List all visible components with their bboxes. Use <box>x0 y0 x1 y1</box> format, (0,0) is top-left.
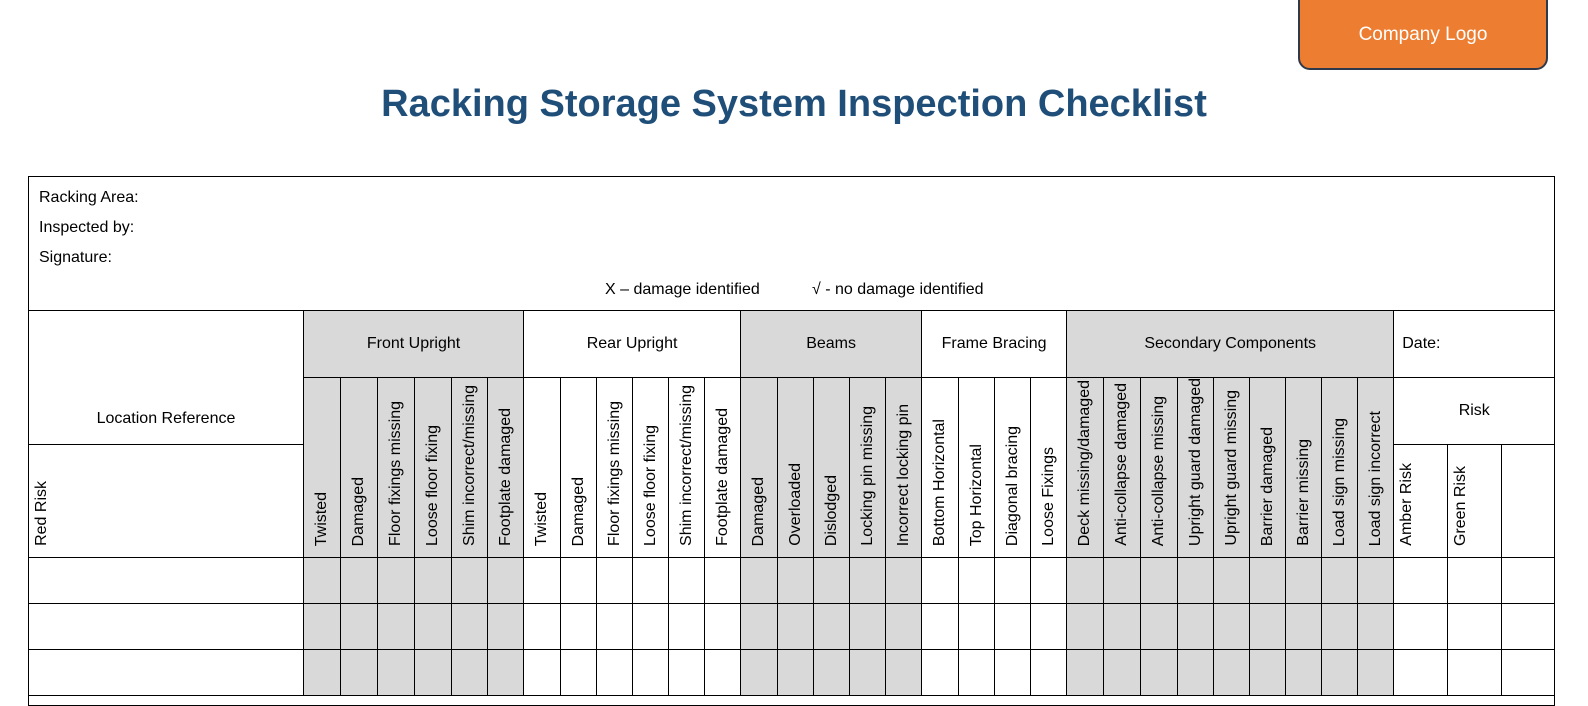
item-header <box>705 378 741 558</box>
risk-cell[interactable] <box>1394 650 1448 696</box>
check-cell[interactable] <box>778 650 814 696</box>
check-cell[interactable] <box>1141 558 1178 604</box>
item-header <box>886 378 922 558</box>
date-label: Date: <box>1394 311 1555 378</box>
check-cell[interactable] <box>1067 650 1104 696</box>
item-header-label: Barrier damaged <box>1258 426 1276 547</box>
item-header <box>669 378 705 558</box>
item-header <box>1141 378 1178 558</box>
item-header-label: Damaged <box>750 476 768 547</box>
item-header-label: Anti-collapse damaged <box>1113 383 1131 547</box>
check-cell[interactable] <box>886 650 922 696</box>
check-cell[interactable] <box>1358 650 1394 696</box>
check-cell[interactable] <box>488 604 524 650</box>
table-row <box>29 650 1555 696</box>
check-cell[interactable] <box>886 604 922 650</box>
check-cell[interactable] <box>995 558 1031 604</box>
check-cell[interactable] <box>597 650 633 696</box>
check-cell[interactable] <box>705 558 741 604</box>
risk-header: Risk <box>1394 378 1555 445</box>
check-cell[interactable] <box>814 604 850 650</box>
location-cell[interactable] <box>29 558 304 604</box>
check-cell[interactable] <box>850 558 886 604</box>
item-header-label: Load sign missing <box>1330 418 1348 547</box>
item-header-label: Barrier missing <box>1294 439 1312 547</box>
item-header <box>1358 378 1394 558</box>
table-row <box>29 604 1555 650</box>
risk-cell[interactable] <box>1448 650 1502 696</box>
inspected-by-label: Inspected by: <box>39 219 135 236</box>
group-header-beams: Beams <box>741 311 922 378</box>
check-cell[interactable] <box>1250 650 1286 696</box>
item-header <box>778 378 814 558</box>
item-header-label: Load sign incorrect <box>1366 410 1384 547</box>
check-cell[interactable] <box>633 650 669 696</box>
check-cell[interactable] <box>378 604 415 650</box>
check-cell[interactable] <box>341 604 378 650</box>
company-logo-label: Company Logo <box>1358 24 1488 45</box>
location-cell[interactable] <box>29 650 304 696</box>
check-cell[interactable] <box>1322 650 1358 696</box>
risk-cell[interactable] <box>1448 604 1502 650</box>
item-header <box>524 378 561 558</box>
check-cell[interactable] <box>705 650 741 696</box>
item-header <box>633 378 669 558</box>
item-header-label: Overloaded <box>786 463 804 547</box>
legend-no-damage: √ - no damage identified <box>812 281 984 298</box>
item-header-label: Loose Fixings <box>1039 447 1057 547</box>
item-header-label: Damaged <box>569 476 587 547</box>
check-cell[interactable] <box>778 604 814 650</box>
check-cell[interactable] <box>1250 604 1286 650</box>
risk-cell[interactable] <box>1502 558 1555 604</box>
check-cell[interactable] <box>1358 558 1394 604</box>
group-header-secondary-components: Secondary Components <box>1067 311 1394 378</box>
check-cell[interactable] <box>452 604 488 650</box>
item-header-label: Top Horizontal <box>967 443 985 547</box>
check-cell[interactable] <box>1141 650 1178 696</box>
check-cell[interactable] <box>341 650 378 696</box>
item-header-label: Diagonal bracing <box>1003 426 1021 547</box>
item-header <box>922 378 959 558</box>
item-header-label: Upright guard missing <box>1222 390 1240 547</box>
check-cell[interactable] <box>1214 650 1250 696</box>
check-cell[interactable] <box>959 604 995 650</box>
page-title: Racking Storage System Inspection Checklist <box>381 83 1207 125</box>
item-header <box>561 378 597 558</box>
check-cell[interactable] <box>995 604 1031 650</box>
check-cell[interactable] <box>1104 650 1141 696</box>
check-cell[interactable] <box>524 650 561 696</box>
check-cell[interactable] <box>1214 558 1250 604</box>
check-cell[interactable] <box>561 604 597 650</box>
legend-damage: X – damage identified <box>605 281 760 298</box>
table-row <box>29 558 1555 604</box>
item-header <box>415 378 452 558</box>
check-cell[interactable] <box>304 650 341 696</box>
check-cell[interactable] <box>1286 650 1322 696</box>
check-cell[interactable] <box>561 558 597 604</box>
risk-cell[interactable] <box>1448 558 1502 604</box>
check-cell[interactable] <box>741 650 778 696</box>
risk-cell[interactable] <box>1394 604 1448 650</box>
risk-cell[interactable] <box>1502 650 1555 696</box>
item-header-label: Shim incorrect/missing <box>677 385 695 547</box>
check-cell[interactable] <box>1286 604 1322 650</box>
check-cell[interactable] <box>1031 604 1067 650</box>
item-header-label: Damaged <box>350 476 367 547</box>
racking-area-label: Racking Area: <box>39 189 139 206</box>
check-cell[interactable] <box>524 604 561 650</box>
check-cell[interactable] <box>304 604 341 650</box>
location-reference-header: Location Reference <box>29 311 304 445</box>
item-header <box>452 378 488 558</box>
check-cell[interactable] <box>452 558 488 604</box>
check-cell[interactable] <box>1358 604 1394 650</box>
check-cell[interactable] <box>922 558 959 604</box>
risk-level-label: Green Risk <box>1452 466 1470 547</box>
check-cell[interactable] <box>922 604 959 650</box>
check-cell[interactable] <box>597 558 633 604</box>
signature-label: Signature: <box>39 249 112 266</box>
check-cell[interactable] <box>304 558 341 604</box>
check-cell[interactable] <box>886 558 922 604</box>
check-cell[interactable] <box>415 558 452 604</box>
check-cell[interactable] <box>1178 650 1214 696</box>
check-cell[interactable] <box>814 650 850 696</box>
check-cell[interactable] <box>1178 604 1214 650</box>
item-header-label: Deck missing/damaged <box>1076 379 1094 547</box>
item-header-label: Dislodged <box>822 474 840 547</box>
item-header <box>597 378 633 558</box>
item-header <box>488 378 524 558</box>
item-header <box>341 378 378 558</box>
risk-level-label: Red Risk <box>33 481 50 547</box>
check-cell[interactable] <box>488 650 524 696</box>
item-header-label: Bottom Horizontal <box>931 418 949 547</box>
check-cell[interactable] <box>995 650 1031 696</box>
check-cell[interactable] <box>850 650 886 696</box>
check-cell[interactable] <box>814 558 850 604</box>
check-cell[interactable] <box>452 650 488 696</box>
item-header <box>995 378 1031 558</box>
check-cell[interactable] <box>1322 558 1358 604</box>
item-header-label: Loose floor fixing <box>424 425 441 547</box>
check-cell[interactable] <box>1031 650 1067 696</box>
item-header-label: Loose floor fixing <box>641 425 659 547</box>
check-cell[interactable] <box>1286 558 1322 604</box>
check-cell[interactable] <box>669 604 705 650</box>
check-cell[interactable] <box>669 558 705 604</box>
check-cell[interactable] <box>378 558 415 604</box>
item-header-label: Footplate damaged <box>713 408 731 547</box>
item-header-label: Upright guard damaged <box>1186 378 1204 547</box>
item-header-label: Twisted <box>313 491 330 547</box>
item-header <box>378 378 415 558</box>
check-cell[interactable] <box>561 650 597 696</box>
check-cell[interactable] <box>415 604 452 650</box>
check-cell[interactable] <box>633 558 669 604</box>
group-header-rear-upright: Rear Upright <box>524 311 741 378</box>
check-cell[interactable] <box>741 558 778 604</box>
risk-level-label: Amber Risk <box>1398 463 1416 547</box>
check-cell[interactable] <box>959 650 995 696</box>
risk-level-header <box>29 444 304 557</box>
check-cell[interactable] <box>778 558 814 604</box>
item-header <box>1250 378 1286 558</box>
item-header-label: Floor fixings missing <box>605 401 623 547</box>
risk-level-header <box>1394 444 1448 557</box>
risk-cell[interactable] <box>1394 558 1448 604</box>
location-cell[interactable] <box>29 604 304 650</box>
header-row-groups <box>29 311 1555 378</box>
company-logo <box>1298 0 1548 70</box>
check-cell[interactable] <box>1104 558 1141 604</box>
check-cell[interactable] <box>705 604 741 650</box>
check-cell[interactable] <box>1214 604 1250 650</box>
item-header <box>850 378 886 558</box>
group-header-front-upright: Front Upright <box>304 311 524 378</box>
check-cell[interactable] <box>1141 604 1178 650</box>
item-header <box>814 378 850 558</box>
check-cell[interactable] <box>1067 604 1104 650</box>
item-header-label: Anti-collapse missing <box>1150 395 1168 547</box>
item-header-label: Shim incorrect/missing <box>460 385 478 547</box>
check-cell[interactable] <box>922 650 959 696</box>
item-header <box>1286 378 1322 558</box>
check-cell[interactable] <box>669 650 705 696</box>
check-cell[interactable] <box>1067 558 1104 604</box>
check-cell[interactable] <box>597 604 633 650</box>
item-header <box>304 378 341 558</box>
item-header <box>1214 378 1250 558</box>
risk-level-header <box>1448 444 1502 557</box>
check-cell[interactable] <box>850 604 886 650</box>
check-cell[interactable] <box>1250 558 1286 604</box>
inspection-table <box>28 310 1555 696</box>
item-header <box>741 378 778 558</box>
check-cell[interactable] <box>415 650 452 696</box>
item-header-label: Incorrect locking pin <box>894 403 912 547</box>
check-cell[interactable] <box>741 604 778 650</box>
check-cell[interactable] <box>524 558 561 604</box>
check-cell[interactable] <box>341 558 378 604</box>
check-cell[interactable] <box>1104 604 1141 650</box>
check-cell[interactable] <box>378 650 415 696</box>
check-cell[interactable] <box>1031 558 1067 604</box>
item-header <box>959 378 995 558</box>
item-header <box>1322 378 1358 558</box>
check-cell[interactable] <box>633 604 669 650</box>
item-header <box>1031 378 1067 558</box>
item-header <box>1178 378 1214 558</box>
risk-cell[interactable] <box>1502 604 1555 650</box>
check-cell[interactable] <box>1322 604 1358 650</box>
item-header <box>1067 378 1104 558</box>
item-header-label: Floor fixings missing <box>387 401 404 547</box>
check-cell[interactable] <box>488 558 524 604</box>
check-cell[interactable] <box>1178 558 1214 604</box>
item-header-label: Twisted <box>533 491 551 547</box>
group-header-frame-bracing: Frame Bracing <box>922 311 1067 378</box>
item-header <box>1104 378 1141 558</box>
item-header-label: Locking pin missing <box>858 406 876 547</box>
item-header-label: Footplate damaged <box>496 408 514 547</box>
check-cell[interactable] <box>959 558 995 604</box>
